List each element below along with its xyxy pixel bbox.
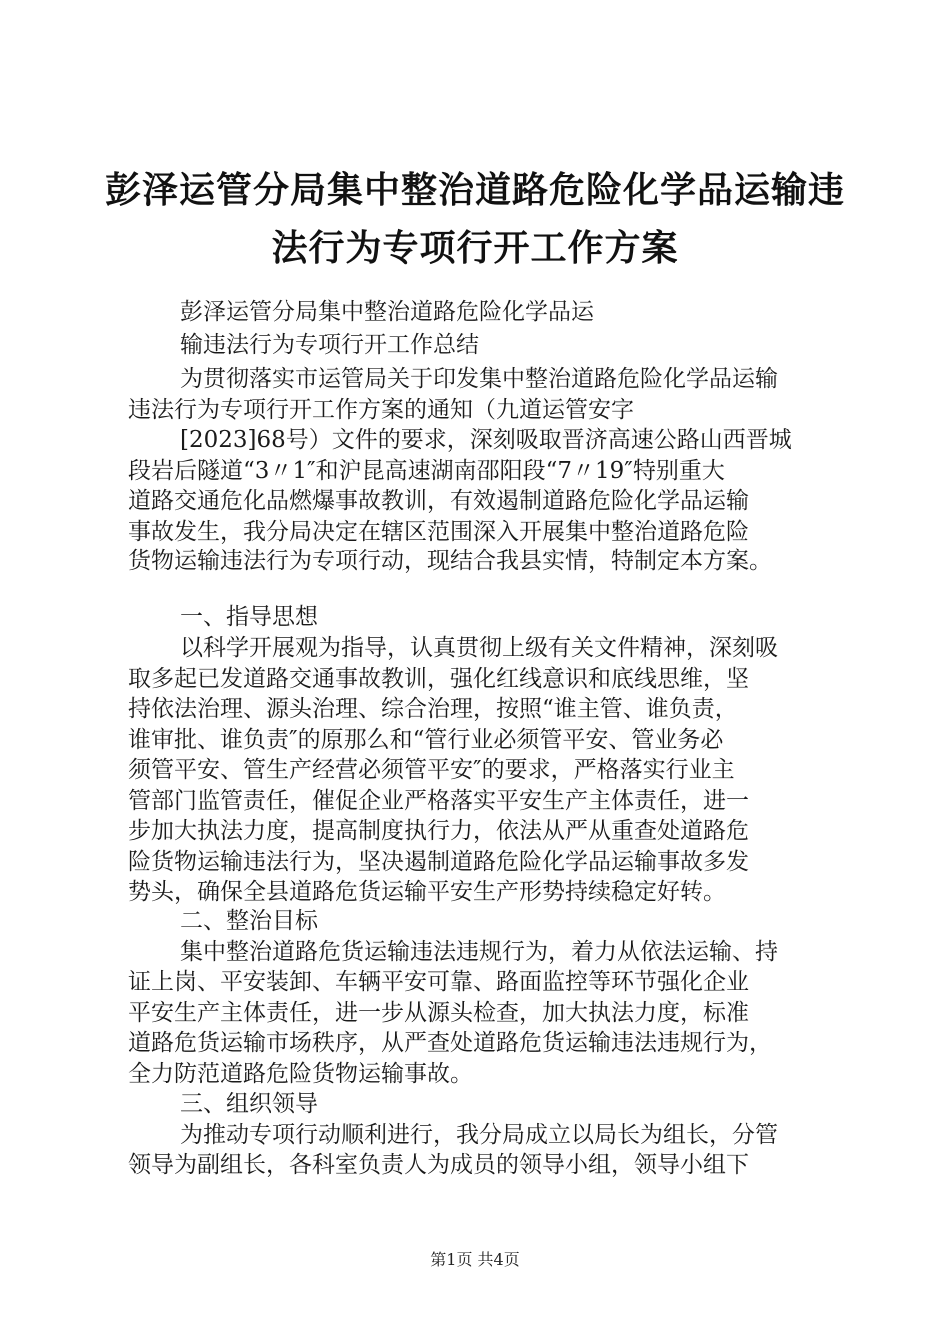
- paragraph-line: 取多起已发道路交通事故教训，强化红线意识和底线思维，坚: [128, 666, 749, 692]
- paragraph-line: 道路危货运输市场秩序，从严查处道路危货运输违法违规行为，: [128, 1030, 772, 1056]
- paragraph-line: 谁审批、谁负责″的原那么和“管行业必须管平安、管业务必: [128, 727, 724, 753]
- paragraph-line: 平安生产主体责任，进一步从源头检查，加大执法力度，标准: [128, 1000, 749, 1026]
- paragraph-line: 持依法治理、源头治理、综合治理，按照“谁主管、谁负责，: [128, 696, 738, 722]
- section-heading: 二、整治目标: [180, 908, 318, 934]
- paragraph-line: 事故发生，我分局决定在辖区范围深入开展集中整治道路危险: [128, 519, 749, 545]
- paragraph-line: 须管平安、管生产经营必须管平安″的要求，严格落实行业主: [128, 757, 735, 783]
- paragraph-line: 段岩后隧道“3〃1″和沪昆高速湖南邵阳段“7〃19″特别重大: [128, 458, 725, 484]
- paragraph-line: 货物运输违法行为专项行动，现结合我县实情，特制定本方案。: [128, 548, 772, 574]
- paragraph-line: 势头，确保全县道路危货运输平安生产形势持续稳定好转。: [128, 879, 726, 905]
- paragraph-line: 道路交通危化品燃爆事故教训，有效遏制道路危险化学品运输: [128, 488, 749, 514]
- paragraph-line: 以科学开展观为指导，认真贯彻上级有关文件精神，深刻吸: [180, 635, 778, 661]
- section-heading: 一、指导思想: [180, 604, 318, 630]
- paragraph-line: 领导为副组长，各科室负责人为成员的领导小组，领导小组下: [128, 1152, 749, 1178]
- page-footer: 第1页 共4页: [430, 1250, 520, 1269]
- paragraph-line: 为贯彻落实市运管局关于印发集中整治道路危险化学品运输: [180, 366, 778, 392]
- paragraph-line: [2023]68号）文件的要求，深刻吸取晋济高速公路山西晋城: [180, 427, 792, 453]
- paragraph-line: 全力防范道路危险货物运输事故。: [128, 1061, 473, 1087]
- paragraph-line: 证上岗、平安装卸、车辆平安可靠、路面监控等环节强化企业: [128, 969, 749, 995]
- paragraph-line: 管部门监管责任，催促企业严格落实平安生产主体责任，进一: [128, 788, 749, 814]
- paragraph-line: 为推动专项行动顺利进行，我分局成立以局长为组长，分管: [180, 1122, 778, 1148]
- document-title-line-1: 彭泽运管分局集中整治道路危险化学品运输违: [104, 169, 845, 211]
- paragraph-line: 违法行为专项行开工作方案的通知（九道运管安字: [128, 397, 634, 423]
- document-title-line-2: 法行为专项行开工作方案: [271, 227, 679, 269]
- paragraph-line: 步加大执法力度，提高制度执行力，依法从严从重查处道路危: [128, 818, 749, 844]
- section-heading: 三、组织领导: [180, 1091, 318, 1117]
- paragraph-line: 险货物运输违法行为，坚决遏制道路危险化学品运输事故多发: [128, 849, 749, 875]
- subtitle-line-1: 彭泽运管分局集中整治道路危险化学品运: [180, 299, 594, 325]
- paragraph-line: 集中整治道路危货运输违法违规行为，着力从依法运输、持: [180, 939, 778, 965]
- subtitle-line-2: 输违法行为专项行开工作总结: [180, 332, 479, 358]
